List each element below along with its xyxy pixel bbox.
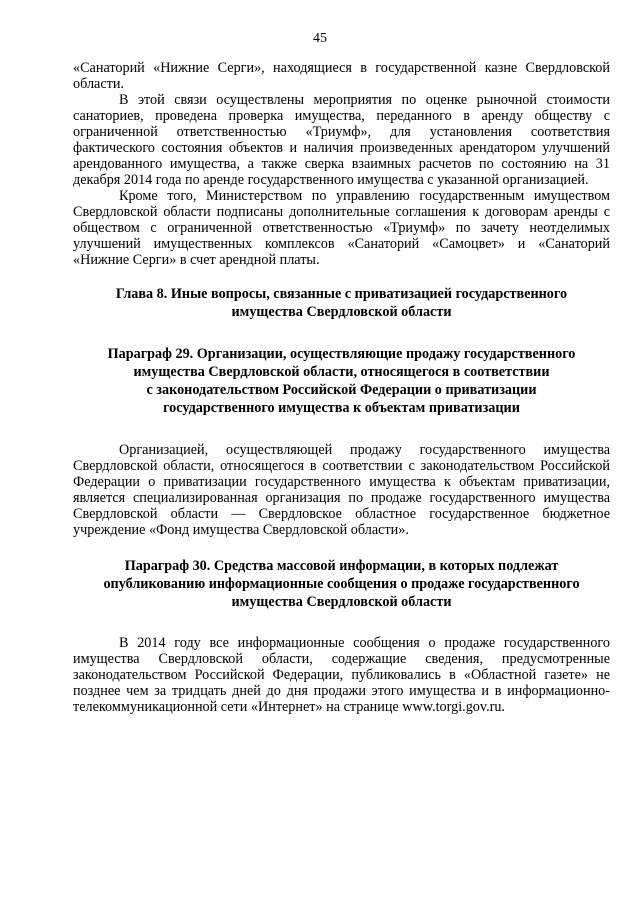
section-29-text: Организацией, осуществляющей продажу государственного имущества Свердловской области, относящегося в соответствии с законодательством Российской Федерации о приватизации государственного имущества к объектам приватизации, является специализированная организация по продаже государственного имущества Свердловской области — Свердловское областное государственное бюджетное учреждение «Фонд имущества Свердловской области». [73,442,610,538]
chapter-8-heading-line: Глава 8. Иные вопросы, связанные с приватизацией государственного [115,286,568,302]
page-content [73,60,610,715]
body-paragraph-agreements: Кроме того, Министерством по управлению государственным имуществом Свердловской области подписаны дополнительные соглашения к договорам аренды с обществом с ограниченной ответственностью «Триумф» по зачету неотделимых улучшений имущественных комплексов «Санаторий «Самоцвет» и «Санаторий «Нижние Серги» в счет арендной платы. [73,188,610,268]
body-paragraph-continuation: «Санаторий «Нижние Серги», находящиеся в государственной казне Свердловской области. [73,60,610,92]
section-29-heading-line: имущества Свердловской области, относящегося в соответствии [133,364,550,380]
section-29-heading-line: Параграф 29. Организации, осуществляющие продажу государственного [107,346,576,362]
section-29-heading [73,345,610,417]
section-30-heading-line: имущества Свердловской области [231,594,452,610]
section-29-heading-line: государственного имущества к объектам приватизации [163,400,520,416]
chapter-8-heading-line: имущества Свердловской области [231,304,452,320]
section-30-heading-line: опубликованию информационные сообщения о продаже государственного [103,576,580,592]
page-number: 45 [313,31,327,46]
body-paragraph-valuation: В этой связи осуществлены мероприятия по оценке рыночной стоимости санаториев, проведена проверка имущества, переданного в аренду обществу с ограниченной ответственностью «Триумф», для установления соответствия фактического состояния объектов и наличия произведенных арендатором улучшений арендованного имущества, а также сверка взаимных расчетов по состоянию на 31 декабря 2014 года по аренде государственного имущества с указанной организацией. [73,92,610,188]
section-29-heading-line: с законодательством Российской Федерации о приватизации [146,382,537,398]
section-30-heading-line: Параграф 30. Средства массовой информации, в которых подлежат [124,558,559,574]
section-30-text: В 2014 году все информационные сообщения о продаже государственного имущества Свердловской области, содержащие сведения, предусмотренные законодательством Российской Федерации, публиковались в «Областной газете» не позднее чем за тридцать дней до дня продажи этого имущества и в информационно-телекоммуникационной сети «Интернет» на странице www.torgi.gov.ru. [73,635,610,715]
section-30-heading [73,557,610,611]
chapter-8-heading [73,285,610,321]
